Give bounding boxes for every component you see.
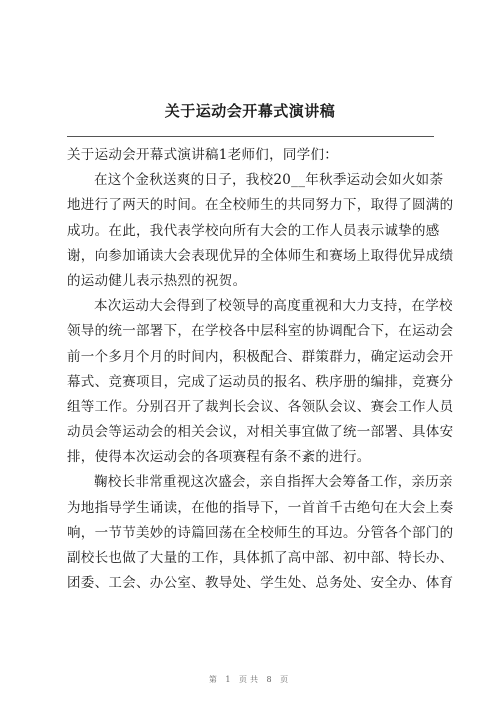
- title-divider: [67, 136, 434, 137]
- text-line: 团委、工会、办公室、教导处、学生处、总务处、安全办、体育: [67, 575, 454, 592]
- text-line: 前一个多月个月的时间内，积极配合、群策群力，确定运动会开: [67, 348, 454, 365]
- page-footer: 第 1 页共 8 页: [208, 675, 292, 684]
- text-line: 为地指导学生诵读，在他的指导下，一首首千古绝句在大会上奏: [67, 499, 454, 516]
- text-line: 排，使得本次运动会的各项赛程有条不紊的进行。: [67, 449, 371, 466]
- text-line: 关于运动会开幕式演讲稿1老师们，同学们：: [67, 147, 339, 163]
- text-line: 成功。在此，我代表学校向所有大会的工作人员表示诚挚的感: [67, 222, 440, 239]
- text-line: 响，一节节美妙的诗篇回荡在全校师生的耳边。分管各个部门的: [67, 524, 454, 541]
- text-line: 在这个金秋送爽的日子，我校20__年秋季运动会如火如荼: [94, 172, 444, 189]
- document-body: [67, 143, 454, 596]
- text-line: 的运动健儿表示热烈的祝贺。: [67, 272, 247, 289]
- text-line: 组等工作。分别召开了裁判长会议、各领队会议、赛会工作人员: [67, 398, 454, 415]
- text-line: 鞠校长非常重视这次盛会，亲自指挥大会筹备工作，亲历亲: [94, 474, 453, 491]
- text-line: 地进行了两天的时间。在全校师生的共同努力下，取得了圆满的: [67, 197, 454, 214]
- document-title: 关于运动会开幕式演讲稿: [164, 102, 336, 120]
- text-line: 领导的统一部署下，在学校各中层科室的协调配合下，在运动会: [67, 323, 454, 340]
- text-line: 动员会等运动会的相关会议，对相关事宜做了统一部署、具体安: [67, 424, 454, 441]
- text-line: 谢，向参加诵读大会表现优异的全体师生和赛场上取得优异成绩: [67, 247, 454, 264]
- text-line: 幕式、竞赛项目，完成了运动员的报名、秩序册的编排，竞赛分: [67, 373, 454, 390]
- text-line: 本次运动大会得到了校领导的高度重视和大力支持，在学校: [94, 298, 453, 315]
- text-line: 副校长也做了大量的工作，具体抓了高中部、初中部、特长办、: [67, 550, 454, 566]
